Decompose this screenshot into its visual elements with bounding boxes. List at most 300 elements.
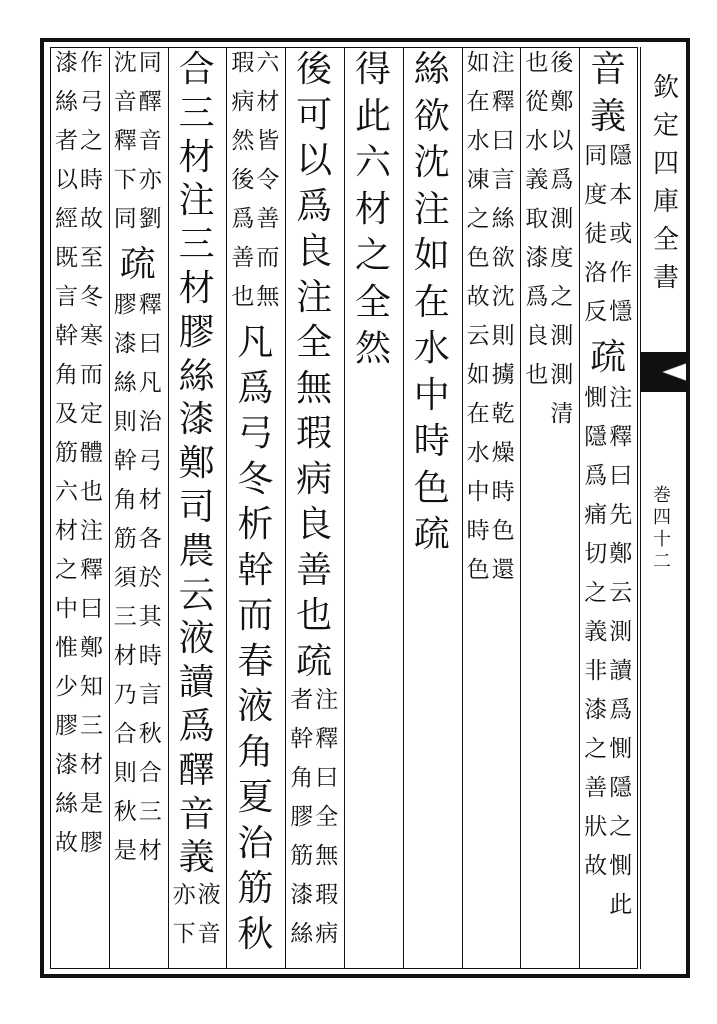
commentary-double-line <box>230 52 280 325</box>
commentary-char: 之 <box>609 813 633 840</box>
commentary-char: 測 <box>550 362 574 388</box>
column-divider <box>285 47 286 969</box>
commentary-char: 而 <box>80 362 103 388</box>
commentary-char: 醳 <box>138 89 162 115</box>
column-divider <box>109 47 110 969</box>
commentary-char: 漆 <box>584 696 608 723</box>
title-char: 四 <box>653 149 680 179</box>
commentary-char: 之 <box>55 557 78 583</box>
commentary-char: 材 <box>113 642 137 669</box>
commentary-char: 無 <box>256 284 280 310</box>
commentary-char: 曰 <box>315 765 339 791</box>
commentary-char: 病 <box>315 921 339 947</box>
commentary-char: 或 <box>609 221 633 247</box>
commentary-char: 材 <box>80 752 103 778</box>
commentary-char: 液 <box>197 882 221 909</box>
commentary-char: 無 <box>315 843 339 869</box>
text-column <box>289 49 339 962</box>
commentary-char: 隱 <box>609 143 633 169</box>
main-text-char: 疏 <box>296 640 333 682</box>
text-column <box>466 52 516 962</box>
main-text-char: 治 <box>237 822 274 864</box>
commentary-char: 亦 <box>138 167 162 193</box>
commentary-char: 者 <box>55 128 78 154</box>
main-text-char: 義 <box>178 837 215 879</box>
commentary-char: 故 <box>55 830 78 856</box>
commentary-double-line <box>524 52 574 442</box>
volume-char: 四 <box>653 507 671 528</box>
commentary-char: 清 <box>550 401 574 427</box>
commentary-char: 之 <box>584 735 608 762</box>
commentary-char: 各 <box>138 525 162 552</box>
commentary-char: 測 <box>609 618 633 645</box>
main-text-char: 材 <box>178 136 215 178</box>
volume-label <box>653 487 671 575</box>
commentary-char: 讀 <box>609 657 633 684</box>
commentary-char: 絲 <box>55 89 78 115</box>
commentary-line-right <box>608 384 633 933</box>
commentary-char: 在 <box>466 89 490 115</box>
commentary-char: 爲 <box>231 206 255 232</box>
commentary-char: 懚 <box>609 299 633 325</box>
commentary-char: 治 <box>138 408 162 435</box>
commentary-char: 之 <box>80 128 103 154</box>
main-text-char: 三 <box>178 224 215 266</box>
commentary-char: 痛 <box>584 501 608 528</box>
commentary-char: 六 <box>55 479 78 505</box>
commentary-char: 善 <box>231 245 255 271</box>
main-text-char: 沈 <box>413 142 450 183</box>
commentary-double-line <box>54 52 104 871</box>
commentary-char: 角 <box>55 362 78 388</box>
title-char: 全 <box>653 225 680 255</box>
column-divider <box>168 47 169 969</box>
commentary-char: 爲 <box>609 696 633 723</box>
main-text-char: 液 <box>237 686 274 727</box>
main-text-char: 材 <box>178 267 215 309</box>
commentary-char: 後 <box>550 50 574 76</box>
commentary-char: 病 <box>231 89 255 115</box>
commentary-char: 筋 <box>55 440 78 466</box>
commentary-char: 良 <box>525 323 549 349</box>
commentary-double-line <box>466 52 516 598</box>
commentary-line-right <box>197 884 222 962</box>
main-text-char: 角 <box>237 731 274 773</box>
main-text-char: 之 <box>354 235 391 276</box>
main-text-char: 農 <box>178 530 215 572</box>
commentary-char: 反 <box>584 299 608 325</box>
commentary-char: 六 <box>256 50 280 76</box>
commentary-char: 幹 <box>55 323 78 349</box>
commentary-char: 亦 <box>172 882 196 909</box>
main-text-char: 三 <box>178 92 215 134</box>
commentary-char: 同 <box>584 143 608 169</box>
text-column <box>348 49 398 962</box>
commentary-line-left <box>113 52 138 247</box>
text-column <box>113 52 163 962</box>
commentary-char: 下 <box>172 921 196 948</box>
commentary-char: 作 <box>609 260 633 286</box>
commentary-char: 徒 <box>584 221 608 247</box>
main-text-char: 絲 <box>413 49 450 90</box>
commentary-char: 則 <box>113 759 137 786</box>
commentary-char: 注 <box>609 384 633 411</box>
commentary-char: 也 <box>80 479 103 505</box>
main-text-char: 然 <box>354 328 391 369</box>
commentary-char: 之 <box>466 206 490 232</box>
commentary-char: 定 <box>80 401 103 427</box>
main-text-char: 液 <box>178 618 215 660</box>
commentary-char: 切 <box>584 540 608 567</box>
commentary-char: 隱 <box>584 423 608 450</box>
commentary-char: 知 <box>80 674 103 700</box>
commentary-char: 擄 <box>491 362 515 388</box>
text-column <box>524 52 574 962</box>
volume-char: 二 <box>653 551 671 572</box>
main-text-char: 春 <box>237 640 274 682</box>
main-text-char: 疏 <box>119 244 156 285</box>
commentary-double-line <box>289 689 339 962</box>
commentary-line-right <box>255 52 280 325</box>
commentary-char: 釋 <box>138 291 162 318</box>
volume-char: 十 <box>653 529 671 550</box>
main-text-char: 中 <box>413 374 450 416</box>
main-text-char: 在 <box>413 281 450 323</box>
commentary-char: 注 <box>315 687 339 713</box>
commentary-char: 弓 <box>138 447 162 474</box>
commentary-char: 也 <box>525 50 549 76</box>
commentary-char: 也 <box>525 362 549 388</box>
commentary-char: 音 <box>197 921 221 948</box>
main-text-char: 絲 <box>178 355 215 397</box>
commentary-char: 爲 <box>525 284 549 310</box>
commentary-char: 狀 <box>584 813 608 840</box>
commentary-char: 色 <box>466 557 490 583</box>
main-text-char: 云 <box>178 574 215 616</box>
text-column <box>407 49 457 962</box>
commentary-char: 漆 <box>290 882 314 908</box>
commentary-char: 先 <box>609 501 633 528</box>
main-text-char: 音 <box>178 793 215 835</box>
commentary-char: 曰 <box>609 462 633 489</box>
commentary-char: 注 <box>80 518 103 544</box>
commentary-line-right <box>138 291 163 879</box>
commentary-char: 非 <box>584 657 608 684</box>
commentary-char: 善 <box>584 774 608 801</box>
main-text-char: 無 <box>296 367 333 409</box>
commentary-char: 惻 <box>609 852 633 879</box>
commentary-char: 度 <box>584 182 608 208</box>
commentary-line-left <box>289 689 314 962</box>
commentary-char: 劉 <box>138 206 162 232</box>
main-text-char: 善 <box>296 549 333 591</box>
commentary-char: 沈 <box>113 50 137 76</box>
commentary-char: 絲 <box>290 921 314 947</box>
commentary-line-left <box>172 884 197 962</box>
commentary-char: 少 <box>55 674 78 700</box>
commentary-line-right <box>608 145 633 340</box>
commentary-char: 是 <box>80 791 103 817</box>
main-text-char: 後 <box>296 49 333 90</box>
commentary-char: 釋 <box>315 726 339 752</box>
commentary-line-left <box>230 52 255 325</box>
main-text-char: 合 <box>178 49 215 90</box>
commentary-char: 以 <box>550 128 574 154</box>
commentary-char: 膠 <box>55 713 78 739</box>
column-divider <box>462 47 463 969</box>
commentary-char: 故 <box>466 284 490 310</box>
commentary-char: 經 <box>55 206 78 232</box>
commentary-char: 中 <box>55 596 78 622</box>
column-divider <box>579 47 580 969</box>
main-text-char: 全 <box>296 322 333 363</box>
volume-char: 巻 <box>653 485 671 506</box>
commentary-char: 沈 <box>491 284 515 310</box>
commentary-char: 此 <box>609 891 633 918</box>
commentary-char: 云 <box>609 579 633 606</box>
commentary-char: 後 <box>231 167 255 193</box>
commentary-char: 而 <box>256 245 280 271</box>
commentary-char: 義 <box>525 167 549 193</box>
main-text-char: 音 <box>590 49 627 90</box>
title-char: 書 <box>653 263 680 293</box>
main-text-char: 夏 <box>237 777 274 818</box>
commentary-line-left <box>524 52 549 442</box>
commentary-char: 洛 <box>584 260 608 286</box>
commentary-char: 合 <box>138 759 162 786</box>
commentary-char: 測 <box>550 323 574 349</box>
commentary-char: 測 <box>550 206 574 232</box>
commentary-line-right <box>491 52 516 598</box>
commentary-char: 也 <box>231 284 255 310</box>
commentary-char: 惻 <box>609 735 633 762</box>
main-text-char: 爲 <box>178 705 215 747</box>
main-text-char: 材 <box>354 188 391 230</box>
commentary-char: 寒 <box>80 323 103 349</box>
commentary-double-line <box>113 291 163 879</box>
commentary-char: 全 <box>315 804 339 830</box>
main-text-char: 而 <box>237 595 274 636</box>
main-text-char: 冬 <box>237 458 274 500</box>
commentary-char: 釋 <box>80 557 103 583</box>
commentary-char: 釋 <box>491 89 515 115</box>
commentary-char: 如 <box>466 362 490 388</box>
commentary-double-line <box>583 384 633 933</box>
commentary-char: 音 <box>138 128 162 154</box>
commentary-char: 絲 <box>491 206 515 232</box>
commentary-char: 從 <box>525 89 549 115</box>
main-text-char: 也 <box>296 595 333 636</box>
commentary-char: 秋 <box>138 720 162 747</box>
commentary-char: 時 <box>466 518 490 544</box>
main-text-char: 良 <box>296 504 333 545</box>
commentary-line-left <box>466 52 491 598</box>
commentary-char: 惻 <box>584 384 608 411</box>
commentary-char: 凍 <box>466 167 490 193</box>
main-text-char: 疏 <box>413 514 450 555</box>
commentary-char: 漆 <box>113 330 137 357</box>
commentary-char: 鄭 <box>80 635 103 661</box>
commentary-char: 絲 <box>55 791 78 817</box>
commentary-char: 惟 <box>55 635 78 661</box>
commentary-char: 言 <box>138 681 162 708</box>
commentary-char: 鄭 <box>550 89 574 115</box>
main-text-char: 疏 <box>590 337 627 378</box>
commentary-char: 隱 <box>609 774 633 801</box>
main-text-char: 注 <box>296 276 333 318</box>
commentary-char: 材 <box>138 486 162 513</box>
commentary-char: 時 <box>80 167 103 193</box>
commentary-char: 如 <box>466 50 490 76</box>
commentary-char: 音 <box>113 89 137 115</box>
commentary-char: 三 <box>138 798 162 825</box>
commentary-char: 絲 <box>113 369 137 396</box>
commentary-char: 膠 <box>80 830 103 856</box>
commentary-char: 至 <box>80 245 103 271</box>
commentary-char: 釋 <box>609 423 633 450</box>
commentary-char: 材 <box>256 89 280 115</box>
commentary-line-left <box>583 384 608 933</box>
main-text-char: 六 <box>354 142 391 183</box>
commentary-char: 弓 <box>80 89 103 115</box>
commentary-char: 色 <box>491 518 515 544</box>
main-text-char: 秋 <box>237 913 274 955</box>
commentary-char: 本 <box>609 182 633 208</box>
commentary-char: 令 <box>256 167 280 193</box>
commentary-char: 皆 <box>256 128 280 154</box>
commentary-char: 同 <box>113 206 137 232</box>
commentary-char: 曰 <box>138 330 162 357</box>
commentary-char: 既 <box>55 245 78 271</box>
commentary-double-line <box>172 884 222 962</box>
commentary-char: 三 <box>113 603 137 630</box>
main-text-char: 此 <box>354 95 391 137</box>
commentary-char: 義 <box>584 618 608 645</box>
commentary-char: 還 <box>491 557 515 583</box>
commentary-char: 瑕 <box>231 50 255 76</box>
page-margin-strip <box>640 47 689 969</box>
commentary-char: 三 <box>80 713 103 739</box>
main-text-char: 時 <box>413 421 450 462</box>
commentary-line-right <box>549 52 574 442</box>
commentary-char: 水 <box>466 128 490 154</box>
commentary-char: 則 <box>491 323 515 349</box>
title-char: 欽 <box>653 73 680 103</box>
commentary-char: 須 <box>113 564 137 591</box>
commentary-char: 鄭 <box>609 540 633 567</box>
commentary-char: 善 <box>256 206 280 232</box>
commentary-char: 水 <box>525 128 549 154</box>
commentary-line-right <box>314 689 339 962</box>
main-text-char: 水 <box>413 328 450 369</box>
commentary-char: 水 <box>466 440 490 466</box>
commentary-char: 瑕 <box>315 882 339 908</box>
commentary-char: 者 <box>290 687 314 713</box>
commentary-char: 秋 <box>113 798 137 825</box>
commentary-char: 膠 <box>113 291 137 318</box>
text-column <box>230 52 280 962</box>
commentary-char: 乃 <box>113 681 137 708</box>
main-text-char: 膠 <box>178 311 215 353</box>
commentary-char: 材 <box>138 837 162 864</box>
column-divider <box>520 47 521 969</box>
text-column <box>54 52 104 962</box>
commentary-char: 時 <box>491 479 515 505</box>
commentary-char: 故 <box>584 852 608 879</box>
main-text-char: 醳 <box>178 749 215 791</box>
title-char: 定 <box>653 111 680 141</box>
main-text-char: 注 <box>178 180 215 222</box>
main-text-char: 漆 <box>178 399 215 441</box>
commentary-char: 其 <box>138 603 162 630</box>
commentary-char: 作 <box>80 50 103 76</box>
commentary-char: 幹 <box>113 447 137 474</box>
main-text-char: 幹 <box>237 549 274 591</box>
commentary-char: 欲 <box>491 245 515 271</box>
commentary-char: 筋 <box>290 843 314 869</box>
commentary-double-line <box>583 145 633 340</box>
commentary-char: 膠 <box>290 804 314 830</box>
main-text-char: 色 <box>413 467 450 509</box>
commentary-char: 之 <box>584 579 608 606</box>
main-text-char: 筋 <box>237 868 274 909</box>
commentary-char: 云 <box>466 323 490 349</box>
title-char: 庫 <box>653 187 680 217</box>
commentary-char: 中 <box>466 479 490 505</box>
main-text-char: 如 <box>413 235 450 276</box>
commentary-char: 言 <box>491 167 515 193</box>
commentary-char: 合 <box>113 720 137 747</box>
main-text-char: 以 <box>296 140 333 181</box>
text-column <box>583 49 633 962</box>
main-text-char: 凡 <box>237 322 274 363</box>
main-text-char: 注 <box>413 188 450 230</box>
commentary-char: 漆 <box>525 245 549 271</box>
main-text-char: 義 <box>590 95 627 137</box>
commentary-char: 釋 <box>113 128 137 154</box>
commentary-char: 色 <box>466 245 490 271</box>
commentary-char: 取 <box>525 206 549 232</box>
commentary-char: 材 <box>55 518 78 544</box>
commentary-char: 曰 <box>491 128 515 154</box>
commentary-char: 幹 <box>290 726 314 752</box>
main-text-char: 鄭 <box>178 443 215 485</box>
commentary-char: 故 <box>80 206 103 232</box>
main-text-char: 司 <box>178 486 215 528</box>
commentary-char: 言 <box>55 284 78 310</box>
commentary-char: 乾 <box>491 401 515 427</box>
book-title <box>653 75 679 303</box>
commentary-line-right <box>138 52 163 247</box>
commentary-char: 同 <box>138 50 162 76</box>
commentary-char: 之 <box>550 284 574 310</box>
commentary-char: 以 <box>55 167 78 193</box>
commentary-char: 角 <box>113 486 137 513</box>
text-column <box>172 49 222 962</box>
commentary-line-left <box>113 291 138 879</box>
main-text-char: 析 <box>237 504 274 545</box>
commentary-char: 然 <box>231 128 255 154</box>
main-text-char: 可 <box>296 94 333 136</box>
commentary-char: 燥 <box>491 440 515 466</box>
main-text-char: 爲 <box>237 367 274 409</box>
commentary-double-line <box>113 52 163 247</box>
main-text-char: 病 <box>296 458 333 500</box>
column-divider <box>403 47 404 969</box>
commentary-char: 漆 <box>55 50 78 76</box>
main-text-char: 良 <box>296 231 333 272</box>
commentary-char: 注 <box>491 50 515 76</box>
